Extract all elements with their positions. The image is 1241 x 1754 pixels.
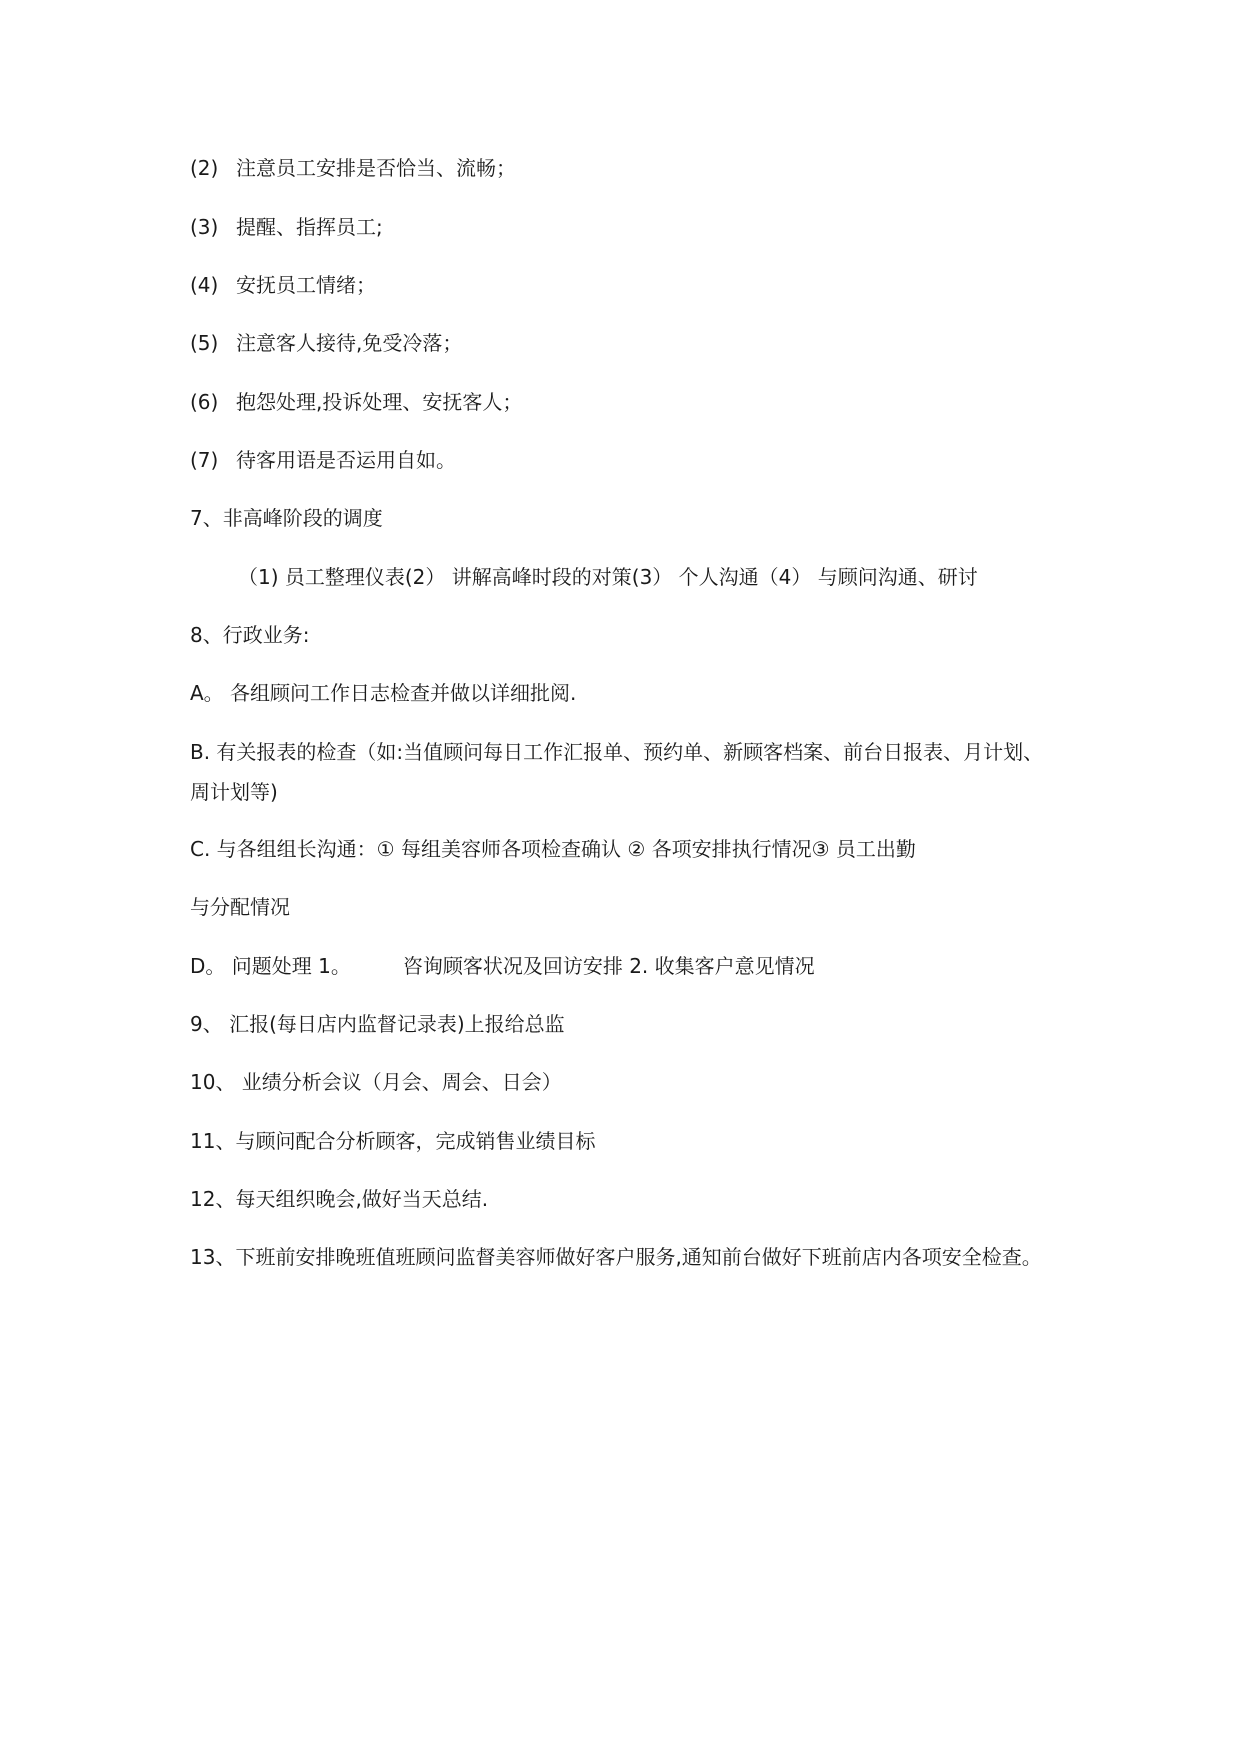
item-number: (6) [190, 390, 219, 414]
item-number: (2) [190, 156, 219, 180]
item-text: 待客用语是否运用自如。 [236, 448, 456, 472]
list-item [190, 148, 1070, 188]
section-8-item-d [190, 946, 1070, 986]
section-8-title: 8、行政业务: [190, 623, 310, 647]
item-text: 安抚员工情绪； [236, 273, 376, 297]
item-number: (4) [190, 273, 219, 297]
list-item [190, 382, 1070, 422]
section-8-item-c-continued: 与分配情况 [190, 895, 290, 919]
section-11: 11、与顾问配合分析顾客，完成销售业绩目标 [190, 1129, 596, 1153]
item-number: (5) [190, 331, 219, 355]
item-text: 注意客人接待,免受冷落； [236, 331, 463, 355]
section-7-title: 7、非高峰阶段的调度 [190, 506, 383, 530]
item-d-prefix: D。 问题处理 1。 [190, 954, 351, 978]
section-8-item-c: C. 与各组组长沟通：① 每组美容师各项检查确认 ② 各项安排执行情况③ 员工出勤 [190, 837, 916, 861]
item-text: 抱怨处理,投诉处理、安抚客人； [236, 390, 523, 414]
item-number: (7) [190, 448, 219, 472]
section-7-detail: （1) 员工整理仪表(2） 讲解高峰时段的对策(3） 个人沟通（4） 与顾问沟通、研讨 [238, 565, 978, 589]
item-number: (3) [190, 215, 219, 239]
section-10: 10、 业绩分析会议（月会、周会、日会） [190, 1070, 562, 1094]
section-9: 9、 汇报(每日店内监督记录表)上报给总监 [190, 1012, 565, 1036]
section-13: 13、下班前安排晚班值班顾问监督美容师做好客户服务,通知前台做好下班前店内各项安全检查。 [190, 1245, 1042, 1269]
item-d-text: 咨询顾客状况及回访安排 2. 收集客户意见情况 [402, 954, 815, 978]
list-item [190, 265, 1070, 305]
item-text: 注意员工安排是否恰当、流畅； [236, 156, 516, 180]
section-8-item-a: A。 各组顾问工作日志检查并做以详细批阅. [190, 681, 577, 705]
section-12: 12、每天组织晚会,做好当天总结. [190, 1187, 489, 1211]
list-item [190, 207, 1070, 247]
section-8-item-b: B. 有关报表的检查（如:当值顾问每日工作汇报单、预约单、新顾客档案、前台日报表、月计划、周计划等) [190, 740, 1044, 804]
item-text: 提醒、指挥员工; [236, 215, 383, 239]
list-item [190, 323, 1070, 363]
list-item [190, 440, 1070, 480]
